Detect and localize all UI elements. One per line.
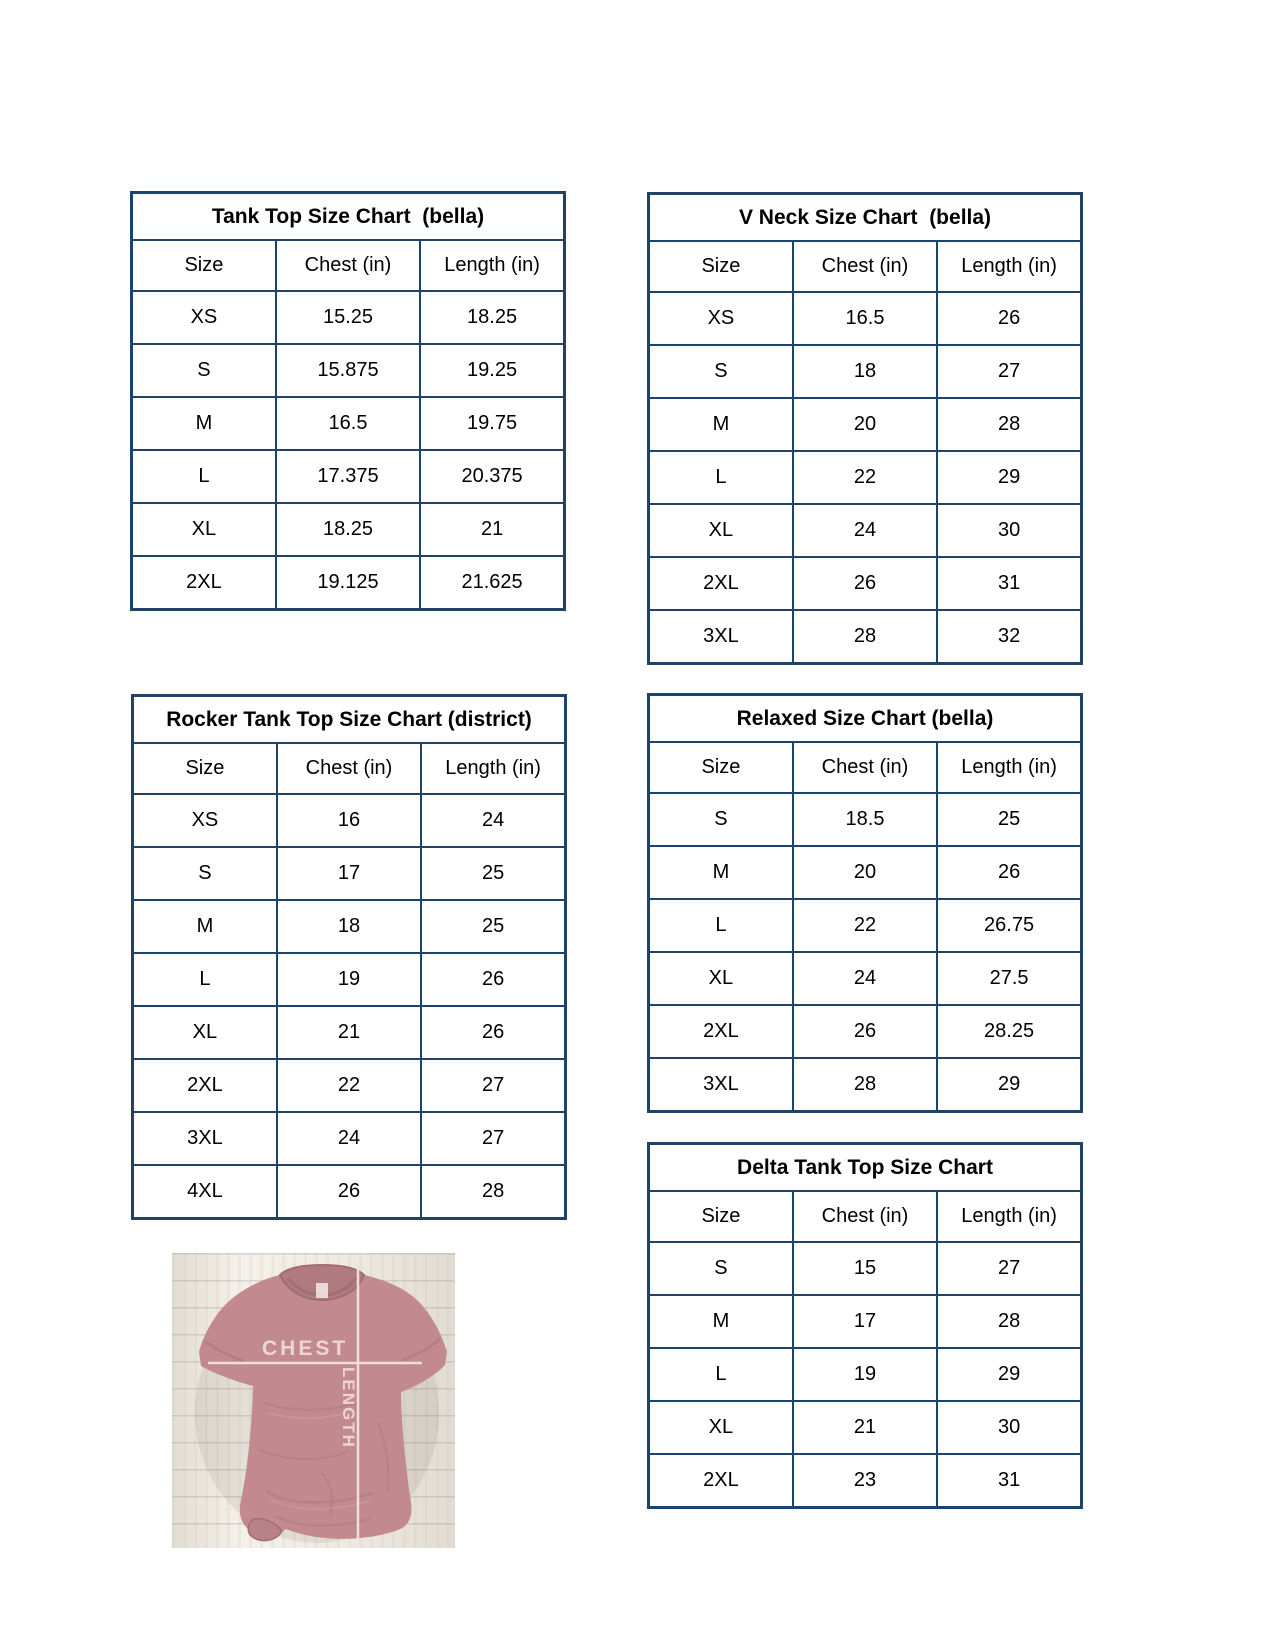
table-row <box>133 953 566 1006</box>
table-header-row <box>649 1191 1082 1242</box>
table-header-row <box>649 241 1082 292</box>
table-row <box>132 291 565 344</box>
value-cell: 18.25 <box>420 291 564 344</box>
table-row <box>133 1006 566 1059</box>
size-cell: L <box>132 450 276 503</box>
size-cell: XL <box>133 1006 277 1059</box>
value-cell: 23 <box>793 1454 937 1508</box>
size-cell: XL <box>649 504 793 557</box>
column-header: Size <box>133 743 277 794</box>
size-cell: 4XL <box>133 1165 277 1219</box>
neck-tag <box>316 1283 328 1298</box>
table-row <box>649 345 1082 398</box>
value-cell: 17.375 <box>276 450 420 503</box>
value-cell: 27 <box>937 345 1081 398</box>
table-row <box>132 503 565 556</box>
value-cell: 17 <box>793 1295 937 1348</box>
table-row <box>649 1401 1082 1454</box>
table-title-row <box>649 695 1082 743</box>
shirt-measurement-photo <box>172 1253 455 1548</box>
value-cell: 26 <box>421 953 565 1006</box>
size-cell: S <box>133 847 277 900</box>
value-cell: 28 <box>937 1295 1081 1348</box>
value-cell: 20 <box>793 846 937 899</box>
value-cell: 31 <box>937 557 1081 610</box>
size-cell: S <box>649 1242 793 1295</box>
value-cell: 18 <box>793 345 937 398</box>
size-cell: XL <box>649 1401 793 1454</box>
value-cell: 27 <box>937 1242 1081 1295</box>
value-cell: 26 <box>937 292 1081 345</box>
value-cell: 21.625 <box>420 556 564 610</box>
size-cell: 2XL <box>133 1059 277 1112</box>
rocker-tank-top-title: Rocker Tank Top Size Chart (district) <box>133 696 566 744</box>
column-header: Length (in) <box>937 742 1081 793</box>
chest-label: CHEST <box>262 1337 349 1360</box>
value-cell: 29 <box>937 1058 1081 1112</box>
column-header: Size <box>649 742 793 793</box>
size-cell: 3XL <box>649 610 793 664</box>
size-table-tank-top <box>130 191 566 611</box>
v-neck-table <box>647 192 1083 665</box>
value-cell: 17 <box>277 847 421 900</box>
size-cell: 2XL <box>649 1454 793 1508</box>
value-cell: 21 <box>793 1401 937 1454</box>
value-cell: 27 <box>421 1059 565 1112</box>
table-row <box>132 344 565 397</box>
size-table-v-neck <box>647 192 1083 665</box>
size-cell: M <box>132 397 276 450</box>
size-cell: M <box>649 1295 793 1348</box>
value-cell: 28 <box>793 1058 937 1112</box>
value-cell: 32 <box>937 610 1081 664</box>
column-header: Size <box>132 240 276 291</box>
value-cell: 18.5 <box>793 793 937 846</box>
size-cell: 3XL <box>649 1058 793 1112</box>
table-row <box>132 556 565 610</box>
size-cell: S <box>649 345 793 398</box>
value-cell: 24 <box>793 952 937 1005</box>
value-cell: 20 <box>793 398 937 451</box>
value-cell: 26 <box>277 1165 421 1219</box>
value-cell: 16.5 <box>276 397 420 450</box>
value-cell: 19.125 <box>276 556 420 610</box>
size-cell: 2XL <box>649 557 793 610</box>
value-cell: 21 <box>420 503 564 556</box>
table-title-row <box>132 193 565 241</box>
value-cell: 25 <box>421 900 565 953</box>
size-cell: XS <box>133 794 277 847</box>
value-cell: 28 <box>793 610 937 664</box>
value-cell: 22 <box>277 1059 421 1112</box>
table-row <box>133 1112 566 1165</box>
value-cell: 16.5 <box>793 292 937 345</box>
tank-top-table <box>130 191 566 611</box>
value-cell: 31 <box>937 1454 1081 1508</box>
value-cell: 19.75 <box>420 397 564 450</box>
table-row <box>649 1058 1082 1112</box>
table-header-row <box>133 743 566 794</box>
table-row <box>133 847 566 900</box>
value-cell: 30 <box>937 504 1081 557</box>
table-row <box>649 793 1082 846</box>
value-cell: 19.25 <box>420 344 564 397</box>
value-cell: 28 <box>421 1165 565 1219</box>
size-cell: L <box>649 1348 793 1401</box>
table-row <box>649 1454 1082 1508</box>
value-cell: 20.375 <box>420 450 564 503</box>
size-table-relaxed <box>647 693 1083 1113</box>
value-cell: 29 <box>937 1348 1081 1401</box>
value-cell: 27 <box>421 1112 565 1165</box>
value-cell: 26 <box>793 557 937 610</box>
table-row <box>649 1242 1082 1295</box>
column-header: Size <box>649 241 793 292</box>
column-header: Chest (in) <box>793 742 937 793</box>
length-label: LENGTH <box>339 1367 358 1449</box>
value-cell: 28.25 <box>937 1005 1081 1058</box>
value-cell: 27.5 <box>937 952 1081 1005</box>
size-table-rocker-tank-top <box>131 694 567 1220</box>
value-cell: 26 <box>421 1006 565 1059</box>
size-cell: 3XL <box>133 1112 277 1165</box>
column-header: Size <box>649 1191 793 1242</box>
shirt-graphic <box>172 1253 455 1548</box>
size-cell: L <box>649 899 793 952</box>
value-cell: 15 <box>793 1242 937 1295</box>
size-cell: XL <box>649 952 793 1005</box>
value-cell: 30 <box>937 1401 1081 1454</box>
table-row <box>132 450 565 503</box>
value-cell: 19 <box>277 953 421 1006</box>
rocker-tank-top-table <box>131 694 567 1220</box>
column-header: Length (in) <box>421 743 565 794</box>
size-cell: XS <box>649 292 793 345</box>
size-cell: M <box>649 846 793 899</box>
table-row <box>649 899 1082 952</box>
table-row <box>133 1165 566 1219</box>
table-row <box>133 900 566 953</box>
table-title-row <box>649 1144 1082 1192</box>
value-cell: 18 <box>277 900 421 953</box>
value-cell: 26.75 <box>937 899 1081 952</box>
table-row <box>133 794 566 847</box>
table-title-row <box>649 194 1082 242</box>
delta-tank-top-title: Delta Tank Top Size Chart <box>649 1144 1082 1192</box>
size-cell: XS <box>132 291 276 344</box>
table-row <box>649 451 1082 504</box>
size-cell: XL <box>132 503 276 556</box>
value-cell: 24 <box>421 794 565 847</box>
value-cell: 26 <box>937 846 1081 899</box>
delta-tank-top-table <box>647 1142 1083 1509</box>
size-cell: 2XL <box>649 1005 793 1058</box>
value-cell: 29 <box>937 451 1081 504</box>
size-cell: 2XL <box>132 556 276 610</box>
size-cell: S <box>649 793 793 846</box>
table-row <box>649 610 1082 664</box>
value-cell: 25 <box>937 793 1081 846</box>
table-header-row <box>132 240 565 291</box>
column-header: Length (in) <box>420 240 564 291</box>
value-cell: 24 <box>277 1112 421 1165</box>
size-cell: M <box>649 398 793 451</box>
table-row <box>649 1295 1082 1348</box>
column-header: Chest (in) <box>277 743 421 794</box>
size-cell: L <box>649 451 793 504</box>
column-header: Chest (in) <box>276 240 420 291</box>
size-table-delta-tank-top <box>647 1142 1083 1509</box>
size-cell: S <box>132 344 276 397</box>
column-header: Length (in) <box>937 1191 1081 1242</box>
value-cell: 25 <box>421 847 565 900</box>
value-cell: 15.875 <box>276 344 420 397</box>
tank-top-title: Tank Top Size Chart (bella) <box>132 193 565 241</box>
size-cell: M <box>133 900 277 953</box>
column-header: Chest (in) <box>793 241 937 292</box>
value-cell: 19 <box>793 1348 937 1401</box>
value-cell: 24 <box>793 504 937 557</box>
value-cell: 26 <box>793 1005 937 1058</box>
value-cell: 28 <box>937 398 1081 451</box>
table-header-row <box>649 742 1082 793</box>
table-row <box>649 1348 1082 1401</box>
table-row <box>649 1005 1082 1058</box>
value-cell: 15.25 <box>276 291 420 344</box>
relaxed-title: Relaxed Size Chart (bella) <box>649 695 1082 743</box>
value-cell: 18.25 <box>276 503 420 556</box>
value-cell: 16 <box>277 794 421 847</box>
table-row <box>649 557 1082 610</box>
column-header: Length (in) <box>937 241 1081 292</box>
size-cell: L <box>133 953 277 1006</box>
relaxed-table <box>647 693 1083 1113</box>
column-header: Chest (in) <box>793 1191 937 1242</box>
table-row <box>649 504 1082 557</box>
table-row <box>649 398 1082 451</box>
value-cell: 21 <box>277 1006 421 1059</box>
table-row <box>649 292 1082 345</box>
table-row <box>132 397 565 450</box>
value-cell: 22 <box>793 899 937 952</box>
table-row <box>649 952 1082 1005</box>
table-row <box>649 846 1082 899</box>
table-row <box>133 1059 566 1112</box>
value-cell: 22 <box>793 451 937 504</box>
table-title-row <box>133 696 566 744</box>
v-neck-title: V Neck Size Chart (bella) <box>649 194 1082 242</box>
